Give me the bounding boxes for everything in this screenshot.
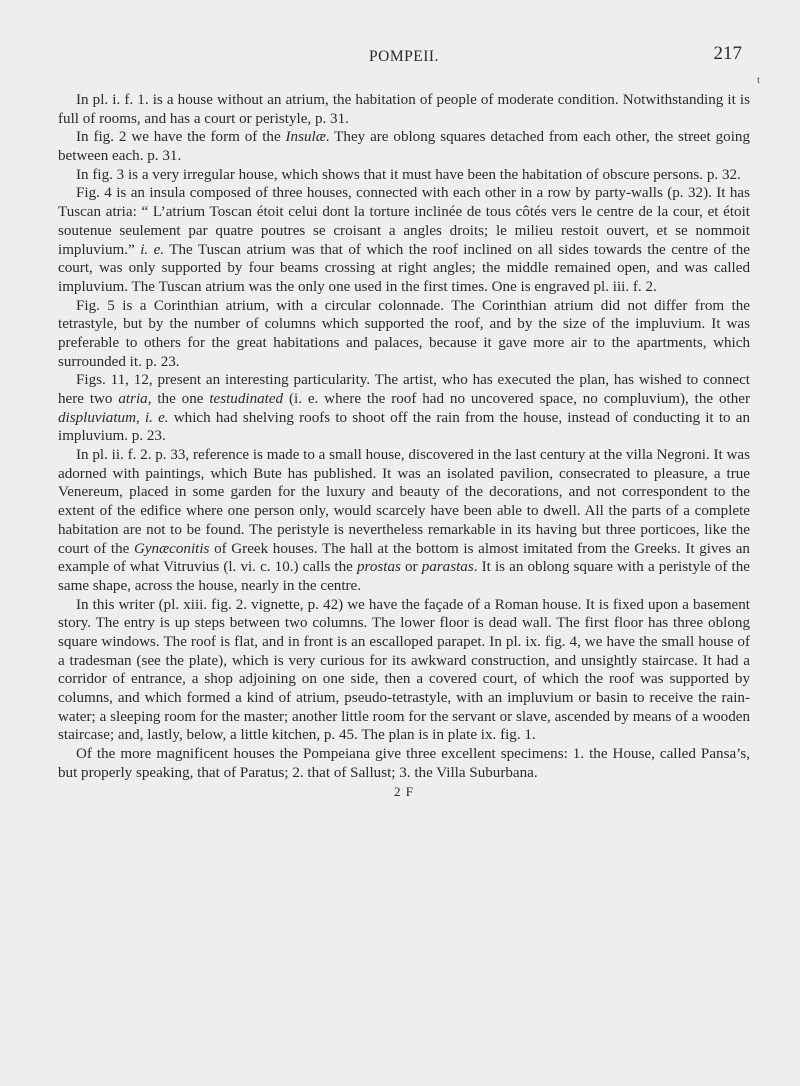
paragraph (58, 596, 750, 746)
paragraph (58, 184, 750, 296)
text-run: Fig. 5 is a Corinthian atrium, with a circular colonnade. The Corinthian atrium did not differ from the tetrastyle, but by the number of columns which supported the roof, and by the size of the impluvium. It was preferable to others for the great habitations and palaces, because it gave more air to the apartments, which surrounded it. p. 23. (58, 297, 750, 370)
page-header (58, 38, 760, 86)
paragraph (58, 128, 750, 165)
page-body (58, 91, 750, 782)
italic-text: parastas (421, 559, 474, 576)
text-run: In this writer (pl. xiii. fig. 2. vignette, p. 42) we have the façade of a Roman house. It is fixed upon a basement story. The entry is up steps between two columns. The lower floor is dead wall. The first floor has three oblong square windows. The roof is flat, and in front is an escalloped parapet. In pl. ix. fig. 4, we have the small house of a tradesman (see the plate), which is very curious for its awkward construction, and unsightly staircase. It had a corridor of entrance, a shop adjoining on one side, then a covered court, of which the roof was supported by columns, and which formed a kind of atrium, pseudo-tetrastyle, with an impluvium or basin to receive the rain-water; a sleeping room for the master; another little room for the servant or slave, ascended by means of a wooden staircase; and, lastly, below, a little kitchen, p. 45. The plan is in plate ix. fig. 1. (58, 596, 750, 744)
italic-text: Gynæconitis (133, 540, 210, 557)
text-run: In fig. 2 we have the form of the (76, 129, 286, 146)
stray-mark: t (756, 74, 760, 86)
text-run: , the one (147, 391, 210, 407)
paragraph (58, 371, 750, 446)
page-number: 217 (713, 43, 742, 64)
text-run: In fig. 3 is a very irregular house, which shows that it must have been the habitation of obscure persons. p. 32. (76, 166, 741, 183)
italic-text: atria (118, 391, 148, 407)
text-run: Of the more magnificent houses the Pompeiana give three excellent specimens: 1. the House, called Pansa’s, but properly speaking, that of Paratus; 2. that of Sallust; 3. the Villa Suburbana. (58, 746, 750, 781)
text-run: . They are oblong squares detached from each other, the street going between each. p. 31. (58, 129, 750, 165)
italic-text: displuviatum, i. e. (58, 409, 169, 426)
text-run: which had shelving roofs to shoot off the rain from the house, instead of conducting it to an impluvium. p. 23. (58, 409, 750, 445)
paragraph (58, 446, 750, 596)
text-run: . It is an oblong square with a peristyle of the same shape, across the house, nearly in the centre. (58, 559, 750, 594)
text-run: (i. e. where the roof had no uncovered space, no compluvium), the other (283, 391, 750, 407)
text-run: or (400, 559, 422, 576)
paragraph (58, 745, 750, 782)
paragraph (58, 91, 750, 128)
text-run: In pl. ii. f. 2. p. 33, reference is made to a small house, discovered in the last century at the villa Negroni. It was adorned with paintings, which Bute has published. It was an isolated pavilion, consecrated to pleasure, a true Venereum, placed in some garden for the luxury and beauty of the decorations, and not correspondent to the extent of the edifice where one person only, would scarcely have been able to dwell. All the parts of a complete habitation are not to be found. The peristyle is nevertheless remarkable in its having but three porticoes, like the court of the (58, 447, 750, 557)
text-run: of Greek houses. The hall at the bottom is almost imitated from the Greeks. It gives an example of what Vitruvius (l. vi. c. 10.) calls the (58, 540, 750, 576)
italic-text: testudinated (209, 391, 284, 407)
paragraph (58, 297, 750, 372)
text-run: Figs. 11, 12, present an interesting particularity. The artist, who has executed the plan, has wished to connect here two (58, 372, 750, 407)
text-run: The Tuscan atrium was that of which the roof inclined on all sides towards the centre of the court, was only supported by four beams crossing at right angles; the middle remained open, and was called impluvium. The Tuscan atrium was the only one used in the first times. One is engraved pl. iii. f. 2. (58, 241, 750, 295)
text-run: In pl. i. f. 1. is a house without an atrium, the habitation of people of moderate condition. Notwithstanding it is full of rooms, and has a court or peristyle, p. 31. (58, 92, 750, 127)
italic-text: i. e. (140, 241, 165, 258)
text-run: Fig. 4 is an insula composed of three houses, connected with each other in a row by party-walls (p. 32). It has Tuscan atria: “ L’atrium Toscan étoit celui dont la torture inclinée de tous côtés vers le centre de la cour, et étoit soutenue seulement par quatre poutres se croisant a angles droits; le milieu restoit ouvert, et se nommoit impluvium.” (58, 185, 750, 258)
signature-mark: 2 F (394, 784, 414, 800)
running-title: POMPEII. (369, 48, 439, 65)
italic-text: Insulæ (285, 129, 326, 146)
italic-text: prostas (356, 559, 401, 576)
paragraph (58, 166, 750, 185)
book-page (58, 38, 760, 800)
